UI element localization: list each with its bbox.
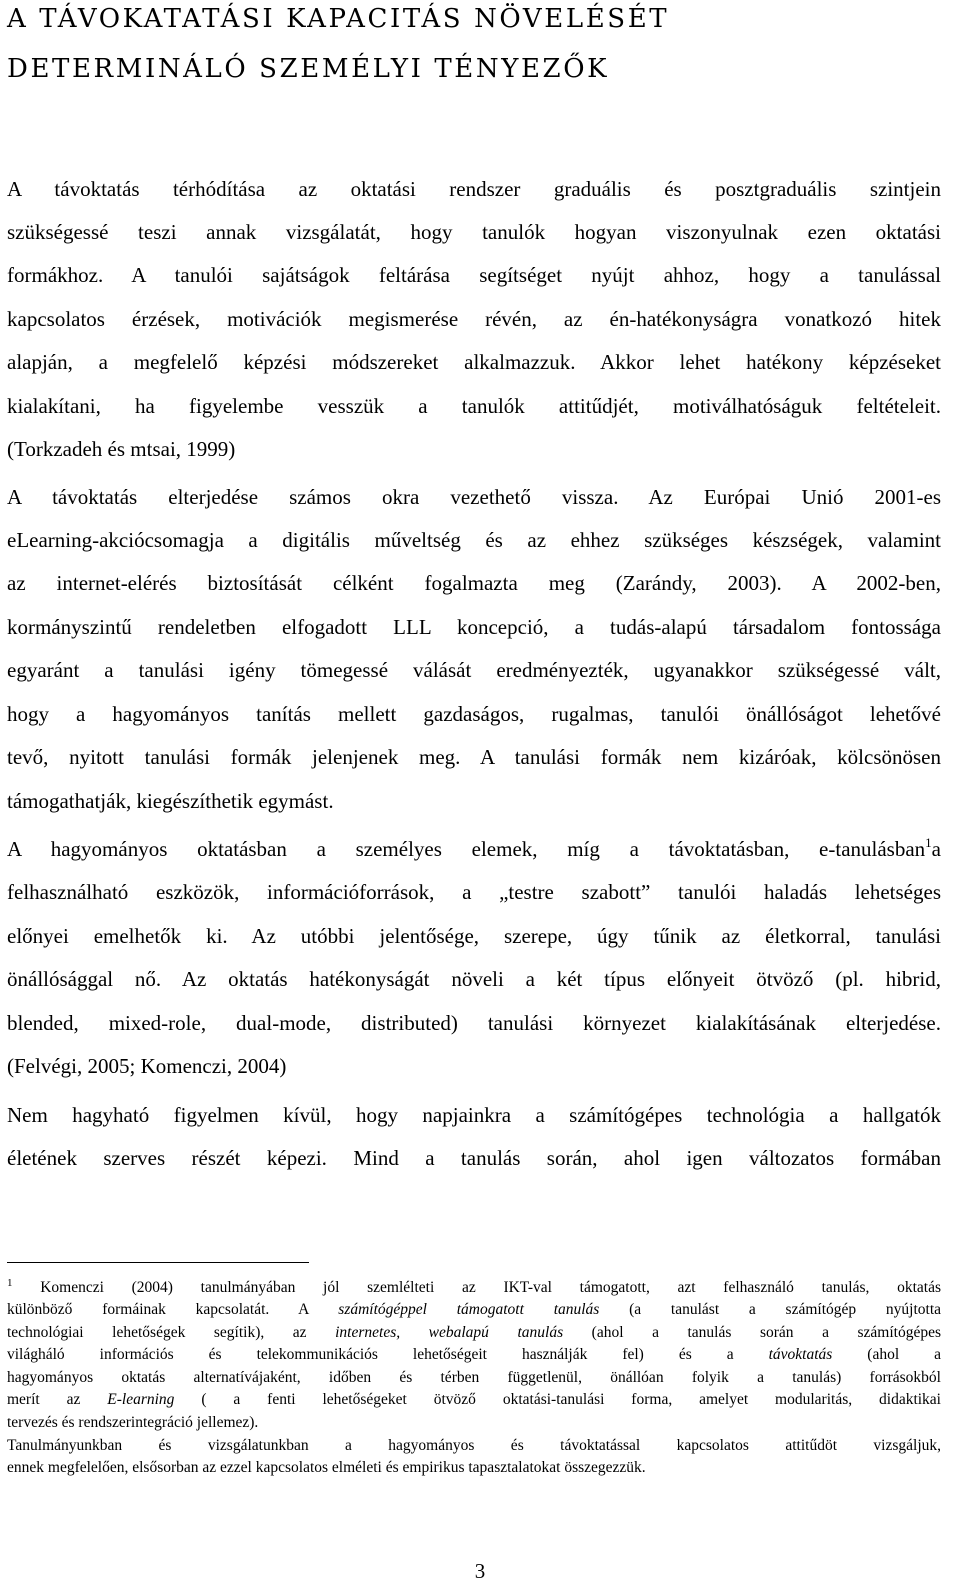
- body-text-line: szükségessé teszi annak vizsgálatát, hogy tanulók hogyan viszonyulnak ezen oktatási: [7, 220, 941, 244]
- body-text-line: blended, mixed-role, dual-mode, distributed) tanulási környezet kialakításának elterjedése.: [7, 1011, 941, 1035]
- footnote-line: Tanulmányunkban és vizsgálatunkban a hagyományos és távoktatással kapcsolatos attitűdöt vizsgáljuk,: [7, 1437, 941, 1454]
- footnote-segment: különböző formáinak kapcsolatát. A: [7, 1301, 339, 1318]
- footnote-reference: 1: [925, 835, 932, 850]
- footnote-segment: (ahol a: [832, 1346, 941, 1363]
- body-text-line: önállósággal nő. Az oktatás hatékonyságát növeli a két típus előnyeit ötvöző (pl. hibrid,: [7, 967, 941, 991]
- body-text-line: A távoktatás térhódítása az oktatási rendszer graduális és posztgraduális szintjein: [7, 177, 941, 201]
- footnote-separator: [7, 1262, 309, 1263]
- footnote-marker: 1: [7, 1277, 13, 1289]
- body-text-line: egyaránt a tanulási igény tömegessé válását eredményezték, ugyanakkor szükségessé vált,: [7, 658, 941, 682]
- footnote-line: [7, 1345, 941, 1365]
- footnote-segment: Komenczi (2004) tanulmányában jól szemlélteti az IKT-val támogatott, azt felhasználó tanulás, oktatás: [12, 1279, 941, 1296]
- body-text-line: kialakítani, ha figyelembe vesszük a tanulók attitűdjét, motiválhatóságuk feltételeit.: [7, 394, 941, 418]
- footnote-line: [7, 1390, 941, 1410]
- footnote-line: tervezés és rendszerintegráció jellemez).: [7, 1414, 259, 1431]
- chapter-title-line-1: A TÁVOKATATÁSI KAPACITÁS NÖVELÉSÉT: [7, 4, 670, 34]
- footnote-italic-term: internetes, webalapú tanulás: [335, 1324, 564, 1341]
- body-text-segment: a: [931, 837, 941, 861]
- body-text-line: kormányszintű rendeletben elfogadott LLL koncepció, a tudás-alapú társadalom fontossága: [7, 615, 941, 639]
- body-text-line: eLearning-akciócsomagja a digitális műveltség és az ehhez szükséges készségek, valamint: [7, 528, 941, 552]
- footnote-segment: merít az: [7, 1391, 108, 1408]
- footnote-segment: technológiai lehetőségek segítik), az: [7, 1324, 336, 1341]
- body-text-line: előnyei emelhetők ki. Az utóbbi jelentősége, szerepe, úgy tűnik az életkorral, tanulási: [7, 924, 941, 948]
- footnote-line: [7, 1300, 941, 1320]
- footnote-italic-term: távoktatás: [768, 1346, 833, 1363]
- body-text-line: (Felvégi, 2005; Komenczi, 2004): [7, 1054, 287, 1078]
- body-text-line: [7, 836, 941, 862]
- body-text-line: formákhoz. A tanulói sajátságok feltárása segítséget nyújt ahhoz, hogy a tanulással: [7, 263, 941, 287]
- body-text-line: Nem hagyható figyelmen kívül, hogy napjainkra a számítógépes technológia a hallgatók: [7, 1103, 941, 1127]
- body-text-line: hogy a hagyományos tanítás mellett gazdaságos, rugalmas, tanulói önállóságot lehetővé: [7, 702, 941, 726]
- body-text-line: életének szerves részét képezi. Mind a tanulás során, ahol igen változatos formában: [7, 1146, 941, 1170]
- footnote-segment: (a tanulást a számítógép nyújtotta: [599, 1301, 942, 1318]
- body-text-line: A távoktatás elterjedése számos okra vezethető vissza. Az Európai Unió 2001-es: [7, 485, 941, 509]
- footnote-segment: (ahol a tanulás során a számítógépes: [563, 1324, 942, 1341]
- footnote-segment: ( a fenti lehetőségeket ötvöző oktatási-tanulási forma, amelyet modularitás, didaktikai: [174, 1391, 941, 1408]
- footnote-line: ennek megfelelően, elsősorban az ezzel kapcsolatos elméleti és empirikus tapasztalatokat összegezzük.: [7, 1459, 646, 1476]
- body-text-line: tevő, nyitott tanulási formák jelenjenek meg. A tanulási formák nem kizáróak, kölcsönösen: [7, 745, 941, 769]
- chapter-title-line-2: DETERMINÁLÓ SZEMÉLYI TÉNYEZŐK: [7, 54, 610, 84]
- footnote-segment: világháló információs és telekommunikációs lehetőségeit használják fel) és a: [7, 1346, 769, 1363]
- footnote-line: hagyományos oktatás alternatívájaként, időben és térben függetlenül, önállóan folyik a tanulás) forrásokból: [7, 1369, 941, 1386]
- body-text-line: felhasználható eszközök, információforrások, a „testre szabott” tanulói haladás lehetséges: [7, 880, 941, 904]
- body-text-segment: A hagyományos oktatásban a személyes elemek, míg a távoktatásban, e-tanulásban: [7, 837, 926, 861]
- body-text-line: kapcsolatos érzések, motivációk megismerése révén, az én-hatékonyságra vonatkozó hitek: [7, 307, 941, 331]
- body-text-line: (Torkzadeh és mtsai, 1999): [7, 437, 236, 461]
- footnote-line: [7, 1278, 941, 1298]
- footnote-line: [7, 1323, 941, 1343]
- body-text-line: alapján, a megfelelő képzési módszereket alkalmazzuk. Akkor lehet hatékony képzéseket: [7, 350, 941, 374]
- page-number: 3: [474, 1559, 486, 1583]
- body-text-line: az internet-elérés biztosítását célként fogalmazta meg (Zarándy, 2003). A 2002-ben,: [7, 571, 941, 595]
- footnote-italic-term: számítógéppel támogatott tanulás: [338, 1301, 600, 1318]
- footnote-italic-term: E-learning: [107, 1391, 175, 1408]
- body-text-line: támogathatják, kiegészíthetik egymást.: [7, 789, 334, 813]
